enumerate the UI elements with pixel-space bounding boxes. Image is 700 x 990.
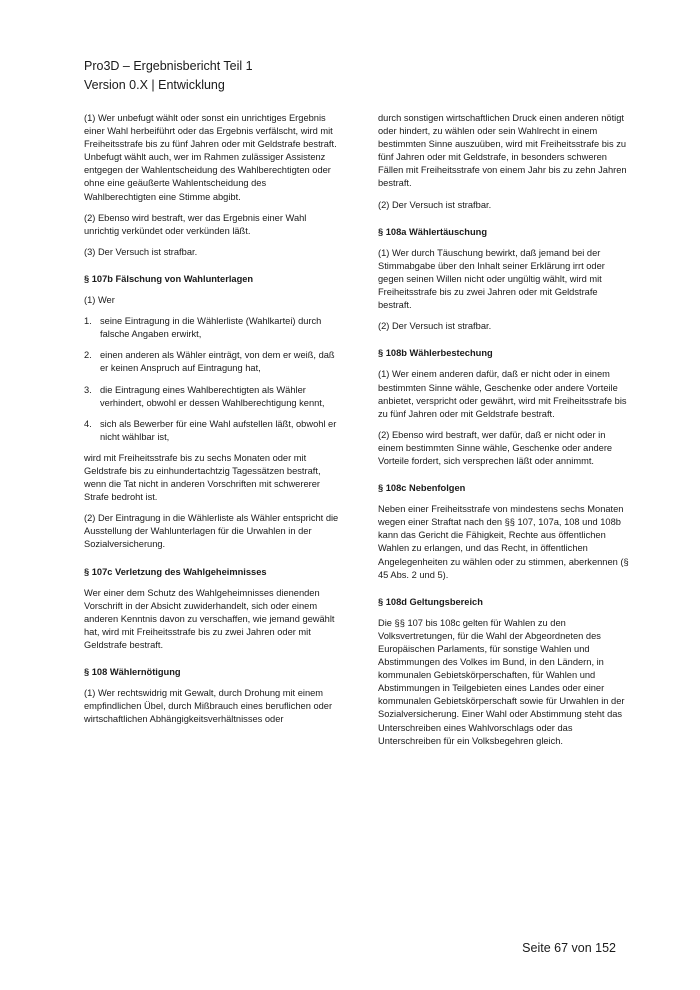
list-number: 3. — [84, 384, 92, 395]
section-heading-108a: § 108a Wählertäuschung — [378, 226, 488, 237]
paragraph: durch sonstigen wirtschaftlichen Druck einen anderen nötigt oder hindert, zu wählen oder sein Wahlrecht in einem bestimmten Sinne auszuüben, wird mit Freiheitsstrafe bis zu fünf Jahren oder mit Geldstrafe, in besonders schweren Fällen mit Freiheitsstrafe von einem Jahr bis zu zehn Jahren bestraft. — [378, 113, 627, 189]
paragraph: (3) Der Versuch ist strafbar. — [84, 246, 198, 257]
left-column — [84, 112, 339, 734]
section-heading-108b: § 108b Wählerbestechung — [378, 348, 493, 359]
paragraph: Neben einer Freiheitsstrafe von mindestens sechs Monaten wegen einer Straftat nach den §§ 107, 107a, 108 und 108b kann das Gericht die Fähigkeit, Rechte aus öffentlichen Wahlen zu erlangen, und das Recht, in öffentlichen Angelegenheiten zu wählen oder zu stimmen, aberkennen (§ 45 Abs. 2 und 5). — [378, 504, 629, 580]
right-column — [378, 112, 633, 756]
list-item — [84, 349, 339, 375]
paragraph: (1) Wer durch Täuschung bewirkt, daß jemand bei der Stimmabgabe über den Inhalt seiner Erklärung irrt oder gegen seinen Willen nicht oder ungültig wählt, wird mit Freiheitsstrafe bis zu zwei Jahren oder mit Geldstrafe bestraft. — [378, 247, 605, 311]
list-item — [84, 384, 339, 410]
list-item-text: die Eintragung eines Wahlberechtigten als Wähler verhindert, obwohl er dessen Wahlberechtigung kennt, — [100, 384, 325, 408]
section-heading-107b: § 107b Fälschung von Wahlunterlagen — [84, 273, 254, 284]
paragraph: (2) Der Versuch ist strafbar. — [378, 321, 492, 332]
list-item-text: einen anderen als Wähler einträgt, von dem er weiß, daß er keinen Anspruch auf Eintragung hat, — [100, 350, 335, 374]
paragraph: (1) Wer einem anderen dafür, daß er nicht oder in einem bestimmten Sinne wähle, Geschenke oder andere Vorteile anbietet, verspricht oder gewährt, wird mit Freiheitsstrafe bis zu fünf Jahren oder mit Geldstrafe bestraft. — [378, 369, 627, 419]
list-number: 1. — [84, 316, 92, 327]
header-version: Version 0.X | Entwicklung — [84, 78, 225, 92]
paragraph: (2) Ebenso wird bestraft, wer das Ergebnis einer Wahl unrichtig verkündet oder verkünden läßt. — [84, 212, 307, 236]
paragraph: (2) Ebenso wird bestraft, wer dafür, daß er nicht oder in einem bestimmten Sinne wähle, Geschenke oder andere Vorteile fordert, sich versprechen läßt oder annimmt. — [378, 429, 613, 466]
paragraph: (1) Wer — [84, 295, 115, 306]
paragraph: Die §§ 107 bis 108c gelten für Wahlen zu den Volksvertretungen, für die Wahl der Abgeordneten des Europäischen Parlaments, für sonstige Wahlen und Abstimmungen des Volkes im Bund, in den Ländern, in kommunalen Gebietskörperschaften, für Wahlen und Abstimmungen in Teilgebieten eines Landes oder einer kommunalen Gebietskörperschaft sowie für Urwahlen in der Sozialversicherung. Einer Wahl oder Abstimmung steht das Unterschreiben eines Wahlvorschlags oder das Unterschreiben für ein Volksbegehren gleich. — [378, 617, 625, 746]
section-heading-108d: § 108d Geltungsbereich — [378, 596, 483, 607]
numbered-list — [84, 315, 339, 444]
list-item-text: sich als Bewerber für eine Wahl aufstellen läßt, obwohl er nicht wählbar ist, — [100, 418, 337, 442]
header-title: Pro3D – Ergebnisbericht Teil 1 — [84, 59, 253, 73]
paragraph: (1) Wer unbefugt wählt oder sonst ein unrichtiges Ergebnis einer Wahl herbeiführt oder das Ergebnis verfälscht, wird mit Freiheitsstrafe bis zu fünf Jahren oder mit Geldstrafe bestraft. Unbefugt wählt auch, wer im Rahmen zulässiger Assistenz entgegen der Wahlentscheidung des Wahlberechtigten oder ohne eine geäußerte Wahlentscheidung des Wahlberechtigten eine Stimme abgibt. — [84, 113, 337, 202]
list-item — [84, 418, 339, 444]
paragraph: (2) Der Versuch ist strafbar. — [378, 199, 492, 210]
section-heading-107c: § 107c Verletzung des Wahlgeheimnisses — [84, 566, 267, 577]
section-heading-108: § 108 Wählernötigung — [84, 667, 181, 678]
section-heading-108c: § 108c Nebenfolgen — [378, 483, 466, 494]
paragraph: Wer einer dem Schutz des Wahlgeheimnisses dienenden Vorschrift in der Absicht zuwiderhandelt, sich oder einem anderen Kenntnis davon zu verschaffen, wie jemand gewählt hat, wird mit Freiheitsstrafe bis zu zwei Jahren oder mit Geldstrafe bestraft. — [84, 587, 335, 650]
list-item — [84, 315, 339, 341]
paragraph: (2) Der Eintragung in die Wählerliste als Wähler entspricht die Ausstellung der Wahlunterlagen für die Urwahlen in der Sozialversicherung. — [84, 513, 339, 550]
list-number: 2. — [84, 350, 92, 361]
list-number: 4. — [84, 418, 92, 429]
paragraph: (1) Wer rechtswidrig mit Gewalt, durch Drohung mit einem empfindlichen Übel, durch Mißbrauch eines beruflichen oder wirtschaftlichen Abhängigkeitsverhältnisses oder — [84, 688, 333, 725]
page-header — [84, 57, 253, 95]
list-item-text: seine Eintragung in die Wählerliste (Wahlkartei) durch falsche Angaben erwirkt, — [100, 316, 322, 340]
page-number: Seite 67 von 152 — [522, 941, 616, 955]
paragraph: wird mit Freiheitsstrafe bis zu sechs Monaten oder mit Geldstrafe bis zu einhundertachtzig Tagessätzen bestraft, wenn die Tat nicht in anderen Vorschriften mit schwererer Strafe bedroht ist. — [84, 452, 321, 503]
